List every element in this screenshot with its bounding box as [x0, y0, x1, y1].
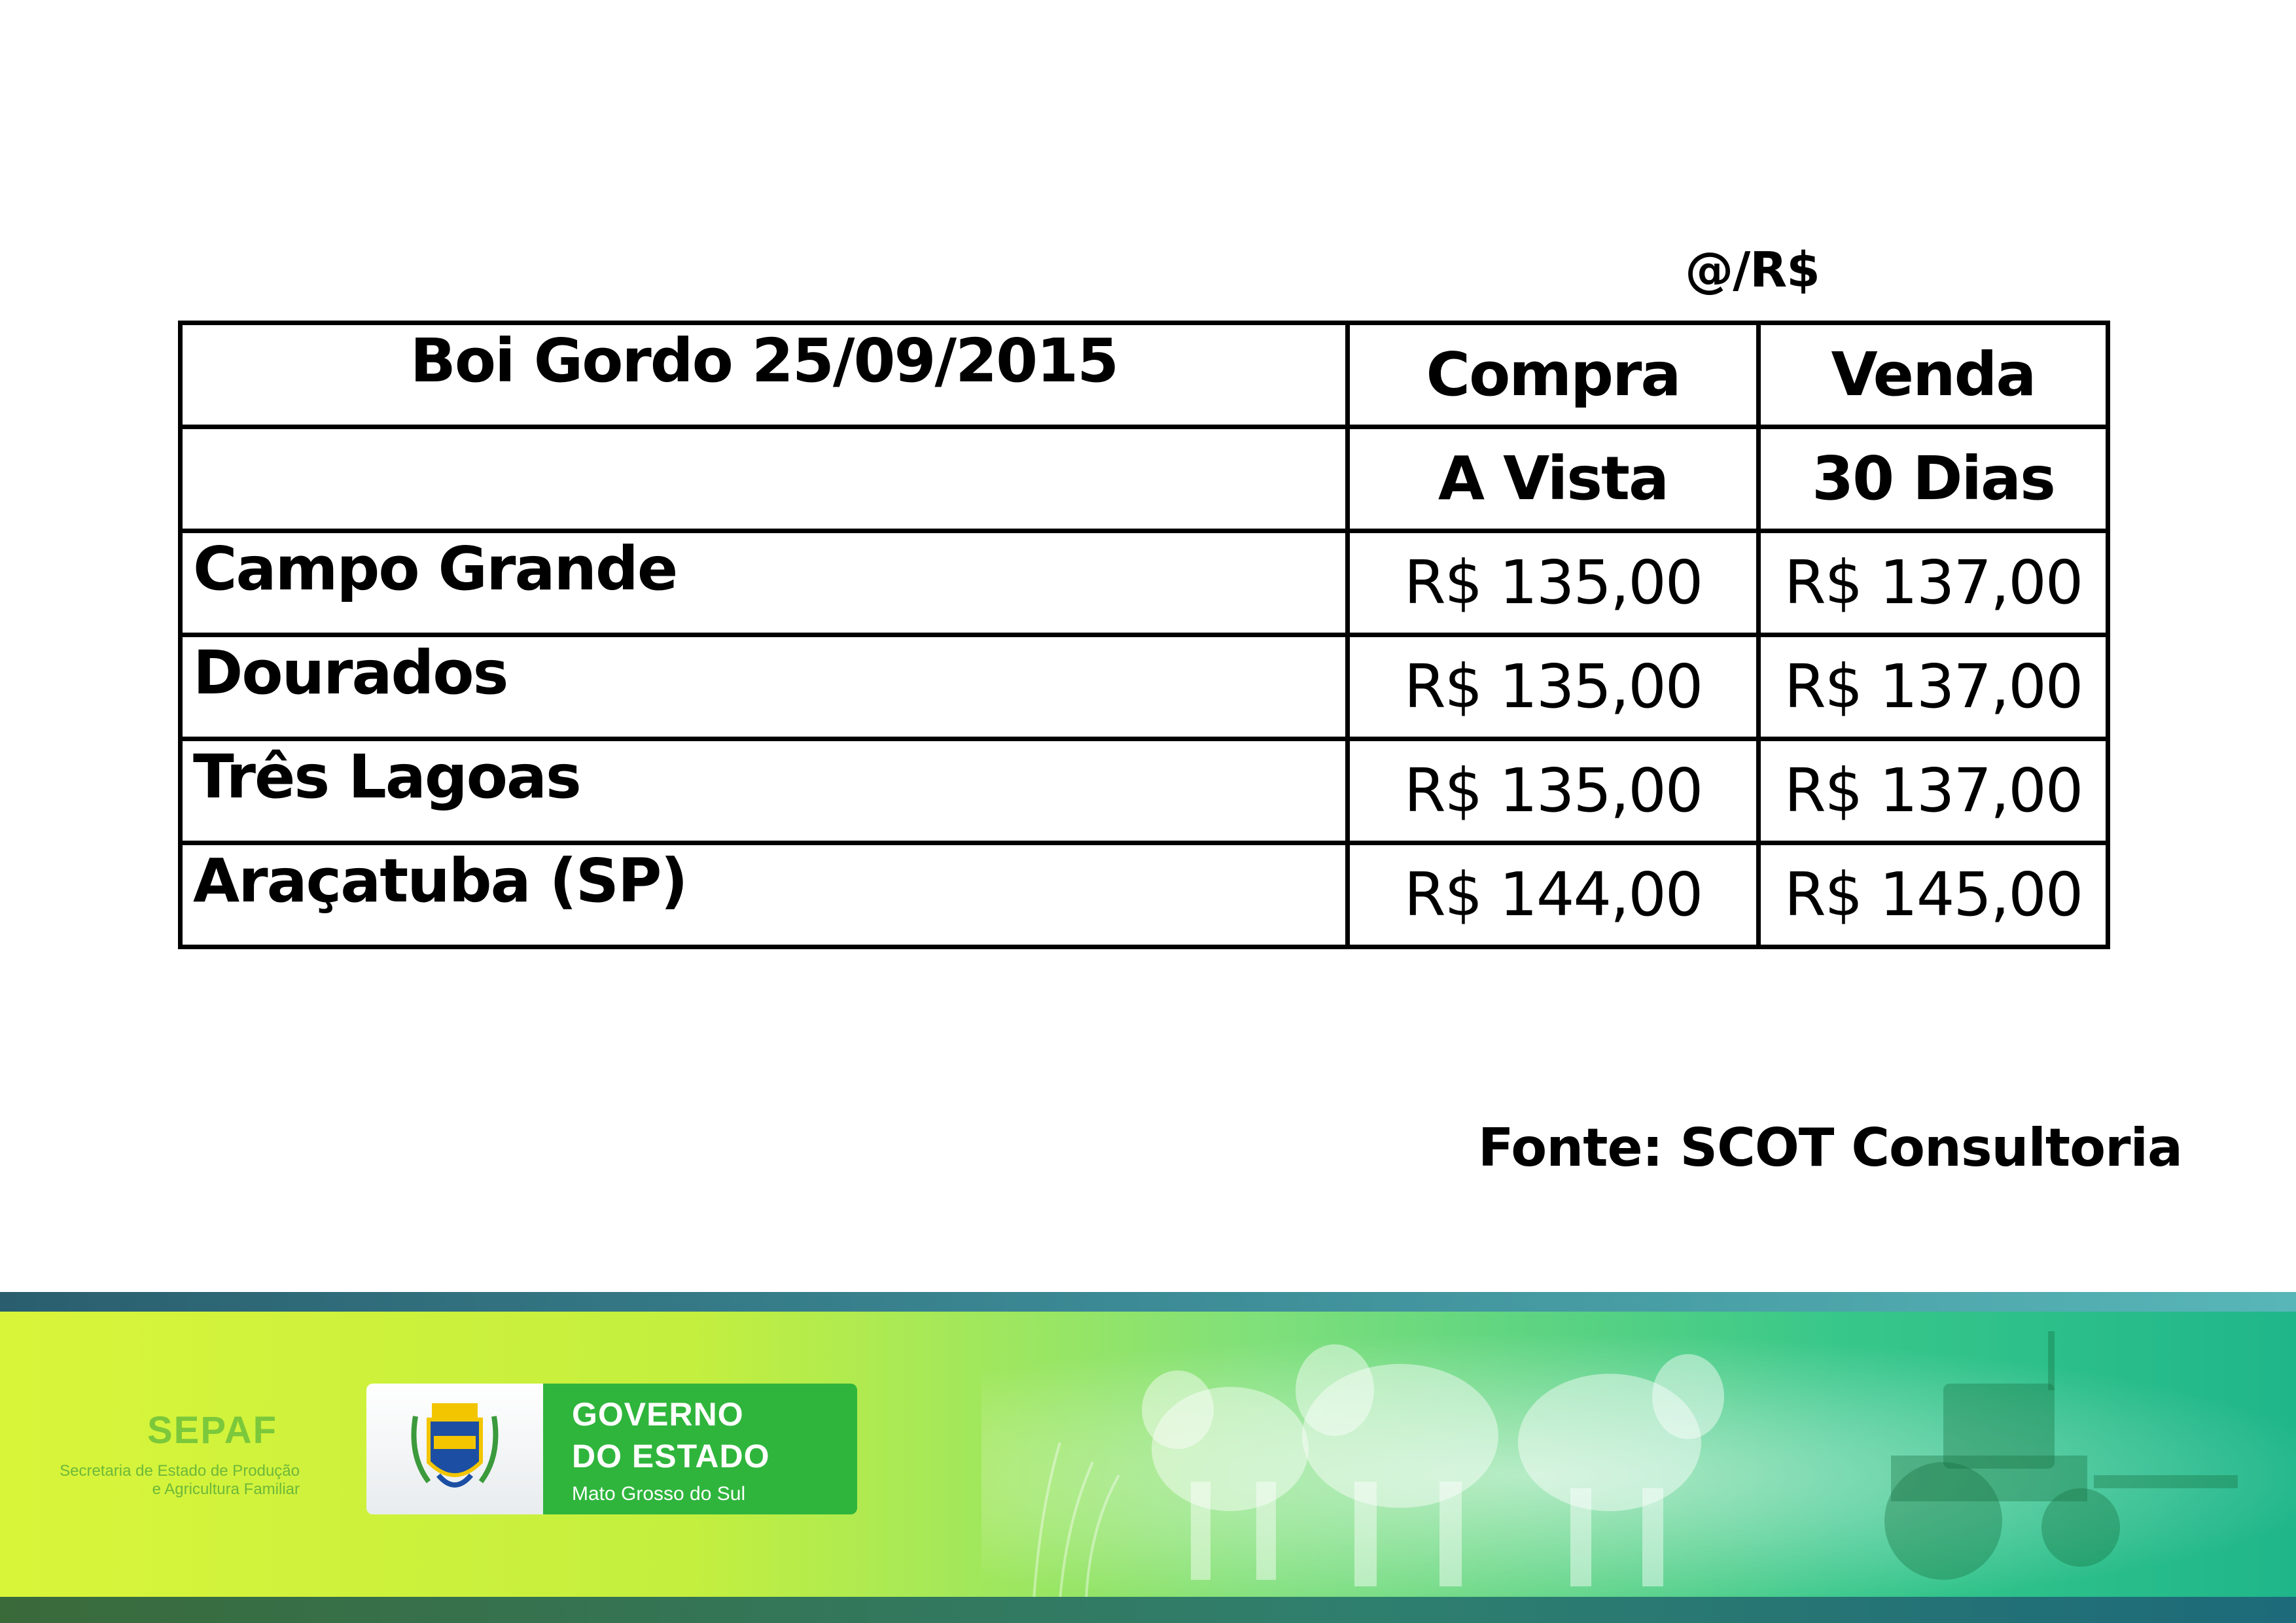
government-logo [543, 1384, 857, 1514]
table-row [181, 843, 2108, 947]
header-30-dias: 30 Dias [1759, 427, 2108, 531]
city-cell: Dourados [181, 635, 1348, 739]
sepaf-subtitle-line1: Secretaria de Estado de Produção [60, 1462, 300, 1480]
header-a-vista: A Vista [1348, 427, 1759, 531]
state-coat-of-arms-icon [402, 1390, 507, 1508]
unit-label: @/R$ [1685, 242, 1820, 298]
sepaf-logo-text: SEPAF [147, 1409, 278, 1452]
city-cell: Campo Grande [181, 531, 1348, 635]
farm-photo-illustration [981, 1312, 2277, 1599]
source-note: Fonte: SCOT Consultoria [1477, 1117, 2182, 1178]
footer-top-band [0, 1292, 2296, 1312]
venda-cell: R$ 137,00 [1759, 635, 2108, 739]
state-seal-box [366, 1384, 543, 1514]
table-row [181, 739, 2108, 843]
header-venda: Venda [1759, 323, 2108, 427]
compra-cell: R$ 144,00 [1348, 843, 1759, 947]
empty-cell [181, 427, 1348, 531]
venda-cell: R$ 145,00 [1759, 843, 2108, 947]
table-subheader-row [181, 427, 2108, 531]
venda-cell: R$ 137,00 [1759, 531, 2108, 635]
table-header-row [181, 323, 2108, 427]
compra-cell: R$ 135,00 [1348, 739, 1759, 843]
sepaf-subtitle-line2: e Agricultura Familiar [152, 1480, 300, 1498]
table-title: Boi Gordo 25/09/2015 [181, 323, 1348, 427]
venda-cell: R$ 137,00 [1759, 739, 2108, 843]
compra-cell: R$ 135,00 [1348, 531, 1759, 635]
footer-banner [0, 1292, 2296, 1623]
price-table [178, 321, 2110, 949]
footer-bottom-band [0, 1597, 2296, 1623]
sepaf-subtitle [25, 1462, 300, 1499]
table-row [181, 635, 2108, 739]
gov-logo-line1: GOVERNO [572, 1396, 744, 1433]
city-cell: Três Lagoas [181, 739, 1348, 843]
city-cell: Araçatuba (SP) [181, 843, 1348, 947]
gov-logo-line3: Mato Grosso do Sul [572, 1483, 746, 1505]
table-row [181, 531, 2108, 635]
header-compra: Compra [1348, 323, 1759, 427]
gov-logo-line2: DO ESTADO [572, 1438, 770, 1475]
compra-cell: R$ 135,00 [1348, 635, 1759, 739]
